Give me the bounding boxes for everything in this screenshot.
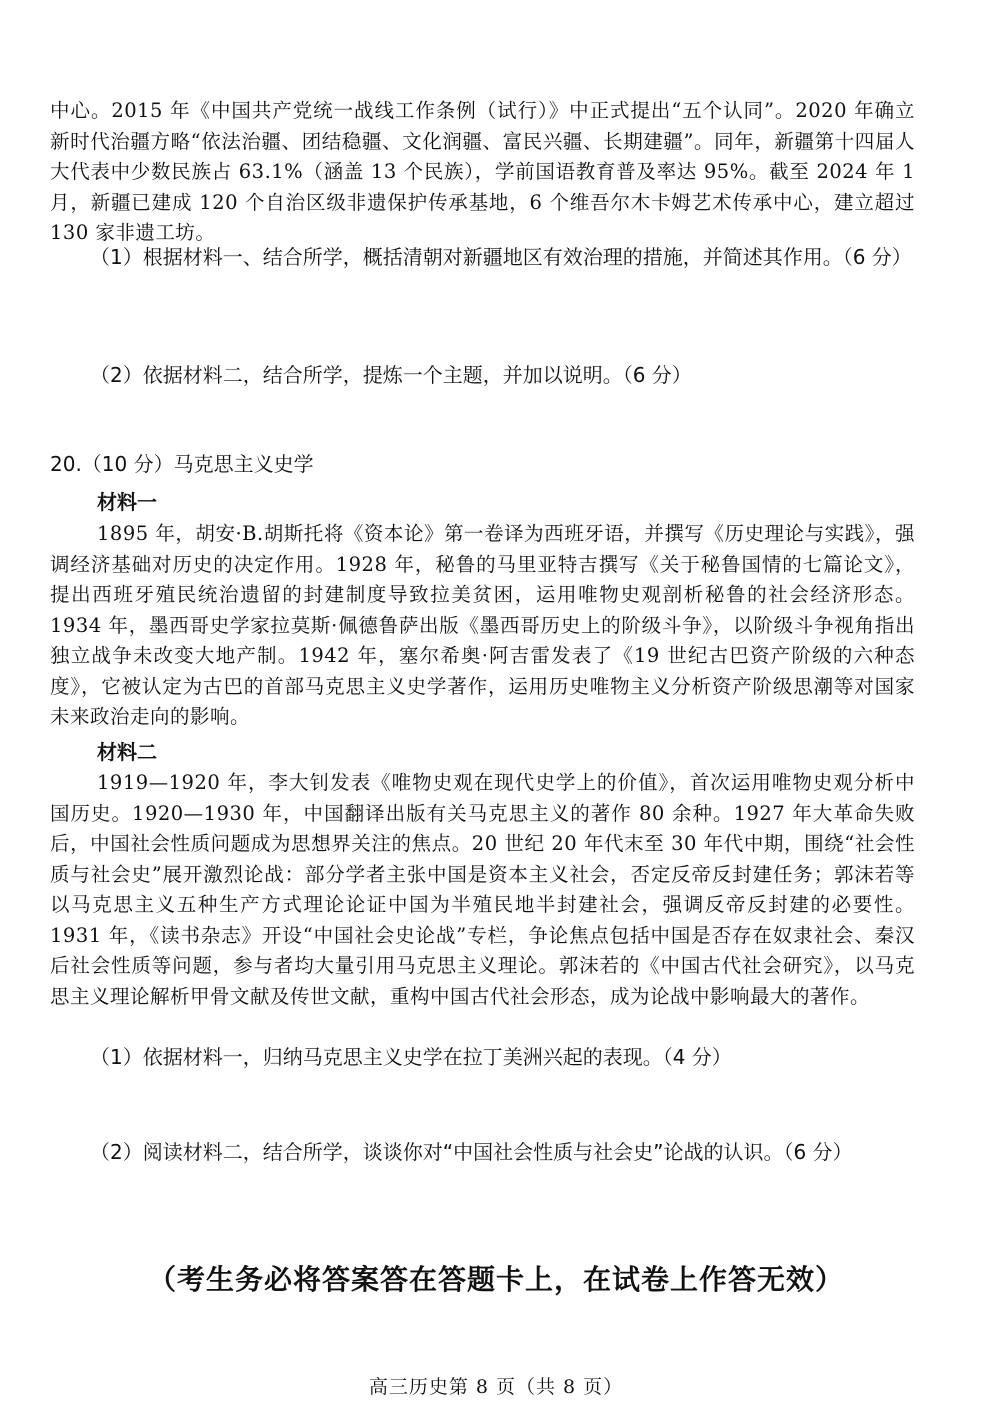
material-continuation-text: 中心。2015 年《中国共产党统一战线工作条例（试行）》中正式提出“五个认同”。2020 年确立新时代治疆方略“依法治疆、团结稳疆、文化润疆、富民兴疆、长期建疆”。同年，新疆第十四届人大代表中少数民族占 63.1%（涵盖 13 个民族），学前国语教育普及率达 95%。截至 2024 年 1 月，新疆已建成 120 个自治区级非遗保护传承基地，6 个维吾尔木卡姆艺术传承中心，建立超过 130 家非遗工坊。 [50,99,915,244]
answer-sheet-notice: （考生务必将答案答在答题卡上，在试卷上作答无效） [147,1263,844,1296]
question-19-part-1 [50,242,930,272]
material-1-text: 1895 年，胡安·B.胡斯托将《资本论》第一卷译为西班牙语，并撰写《历史理论与实践》，强调经济基础对历史的决定作用。1928 年，秘鲁的马里亚特吉撰写《关于秘鲁国情的七篇论文》，提出西班牙殖民统治遗留的封建制度导致拉美贫困，运用唯物史观剖析秘鲁的社会经济形态。1934 年，墨西哥史学家拉莫斯·佩德鲁萨出版《墨西哥历史上的阶级斗争》，以阶级斗争视角指出独立战争未改变大地产制。1942 年，塞尔希奥·阿吉雷发表了《19 世纪古巴资产阶级的六种态度》，它被认定为古巴的首部马克思主义史学著作，运用历史唯物主义分析资产阶级思潮等对国家未来政治走向的影响。 [50,522,915,728]
question-20-part-1 [50,1042,930,1072]
question-20-part-2 [50,1137,930,1167]
question-19-part-1-text: （1）根据材料一、结合所学，概括清朝对新疆地区有效治理的措施，并简述其作用。（6 分） [90,245,912,269]
material-1-title: 材料一 [97,490,157,514]
material-2-title: 材料二 [97,740,157,764]
question-19-part-2 [50,360,930,390]
question-20-heading: 20.（10 分）马克思主义史学 [50,452,314,476]
question-20-part-1-text: （1）依据材料一，归纳马克思主义史学在拉丁美洲兴起的表现。（4 分） [90,1045,732,1069]
question-19-part-2-text: （2）依据材料二，结合所学，提炼一个主题，并加以说明。（6 分） [90,363,692,387]
question-20-part-2-text: （2）阅读材料二，结合所学，谈谈你对“中国社会性质与社会史”论战的认识。（6 分） [90,1140,853,1164]
material-2-text: 1919—1920 年，李大钊发表《唯物史观在现代史学上的价值》，首次运用唯物史观分析中国历史。1920—1930 年，中国翻译出版有关马克思主义的著作 80 余种。1927 年大革命失败后，中国社会性质问题成为思想界关注的焦点。20 世纪 20 年代末至 30 年代中期，围绕“社会性质与社会史”展开激烈论战：部分学者主张中国是资本主义社会，否定反帝反封建任务；郭沫若等以马克思主义五种生产方式理论论证中国为半殖民地半封建社会，强调反帝反封建的必要性。1931 年，《读书杂志》开设“中国社会史论战”专栏，争论焦点包括中国是否存在奴隶社会、秦汉后社会性质等问题，参与者均大量引用马克思主义理论。郭沫若的《中国古代社会研究》，以马克思主义理论解析甲骨文献及传世文献，重构中国古代社会形态，成为论战中影响最大的著作。 [50,771,915,1008]
page-footer: 高三历史第 8 页（共 8 页） [368,1376,624,1398]
